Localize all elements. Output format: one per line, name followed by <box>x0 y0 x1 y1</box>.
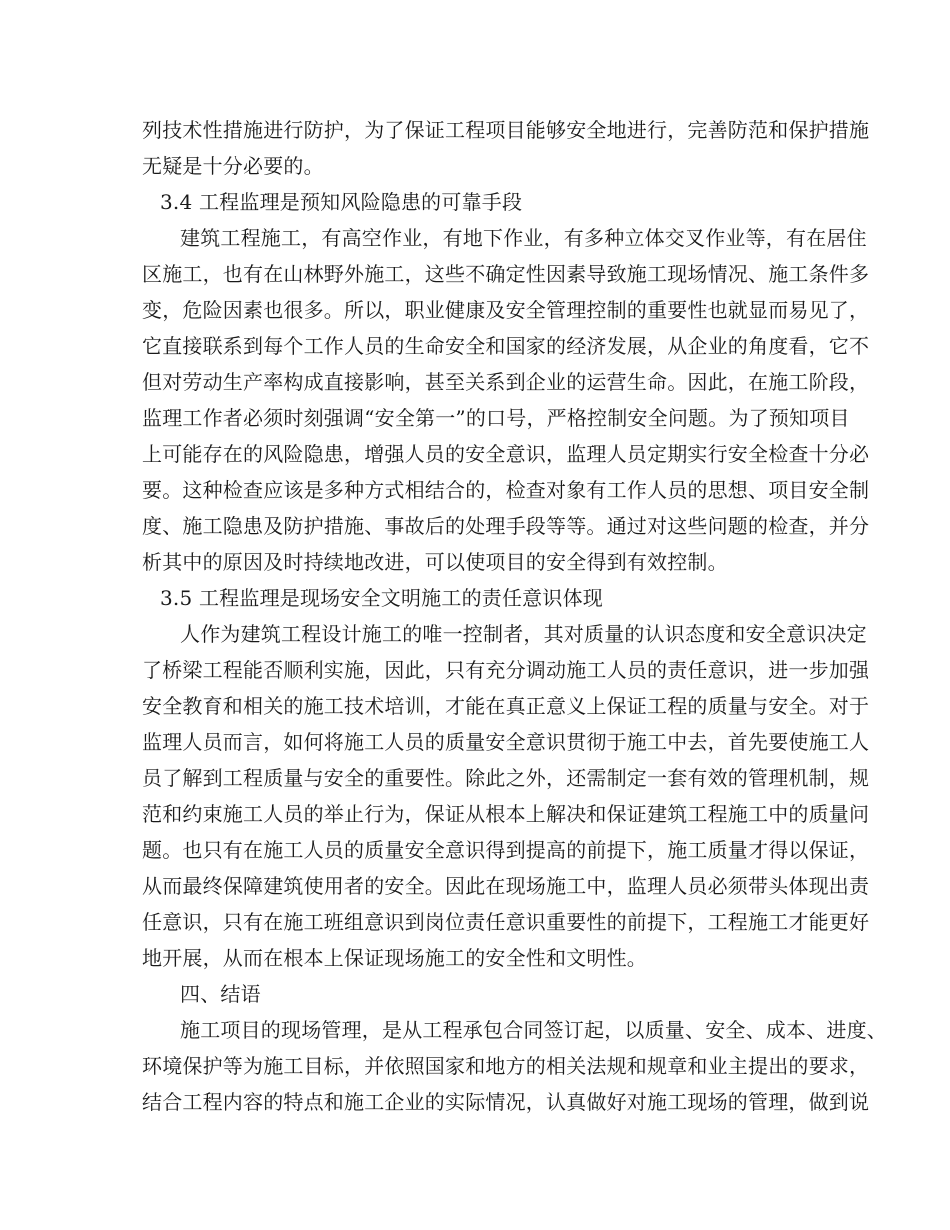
text-line: 度、施工隐患及防护措施、事故后的处理手段等等。通过对这些问题的检查，并分 <box>142 514 870 538</box>
text-line: 它直接联系到每个工作人员的生命安全和国家的经济发展，从企业的角度看，它不 <box>142 334 870 358</box>
text-line: 结合工程内容的特点和施工企业的实际情况，认真做好对施工现场的管理，做到说 <box>142 1090 870 1114</box>
section-heading: 3.5 工程监理是现场安全文明施工的责任意识体现 <box>160 586 603 610</box>
text-line: 区施工，也有在山林野外施工，这些不确定性因素导致施工现场情况、施工条件多 <box>142 262 870 286</box>
section-heading: 3.4 工程监理是预知风险隐患的可靠手段 <box>160 190 523 214</box>
text-line: 监理工作者必须时刻强调“安全第一”的口号，严格控制安全问题。为了预知项目 <box>142 406 850 430</box>
text-line: 了桥梁工程能否顺利实施，因此，只有充分调动施工人员的责任意识，进一步加强 <box>142 658 870 682</box>
text-line: 任意识，只有在施工班组意识到岗位责任意识重要性的前提下，工程施工才能更好 <box>142 910 870 934</box>
text-line: 环境保护等为施工目标，并依照国家和地方的相关法规和规章和业主提出的要求， <box>142 1054 870 1078</box>
text-line: 无疑是十分必要的。 <box>142 154 324 178</box>
text-line: 变，危险因素也很多。所以，职业健康及安全管理控制的重要性也就显而易见了， <box>142 298 870 322</box>
text-line: 范和约束施工人员的举止行为，保证从根本上解决和保证建筑工程施工中的质量问 <box>142 802 870 826</box>
text-line: 析其中的原因及时持续地改进，可以使项目的安全得到有效控制。 <box>142 550 728 574</box>
text-line: 从而最终保障建筑使用者的安全。因此在现场施工中，监理人员必须带头体现出责 <box>142 874 870 898</box>
text-line: 上可能存在的风险隐患，增强人员的安全意识，监理人员定期实行安全检查十分必 <box>142 442 870 466</box>
text-line: 人作为建筑工程设计施工的唯一控制者，其对质量的认识态度和安全意识决定 <box>180 622 867 646</box>
section-heading: 四、结语 <box>180 982 261 1006</box>
text-line: 但对劳动生产率构成直接影响，甚至关系到企业的运营生命。因此，在施工阶段， <box>142 370 870 394</box>
text-line: 要。这种检查应该是多种方式相结合的，检查对象有工作人员的思想、项目安全制 <box>142 478 870 502</box>
text-line: 地开展，从而在根本上保证现场施工的安全性和文明性。 <box>142 946 647 970</box>
text-line: 列技术性措施进行防护，为了保证工程项目能够安全地进行，完善防范和保护措施 <box>142 118 870 142</box>
text-line: 监理人员而言，如何将施工人员的质量安全意识贯彻于施工中去，首先要使施工人 <box>142 730 870 754</box>
text-line: 建筑工程施工，有高空作业，有地下作业，有多种立体交叉作业等，有在居住 <box>180 226 867 250</box>
text-line: 员了解到工程质量与安全的重要性。除此之外，还需制定一套有效的管理机制，规 <box>142 766 870 790</box>
text-line: 施工项目的现场管理，是从工程承包合同签订起，以质量、安全、成本、进度、 <box>180 1018 887 1042</box>
text-line: 题。也只有在施工人员的质量安全意识得到提高的前提下，施工质量才得以保证， <box>142 838 870 862</box>
text-line: 安全教育和相关的施工技术培训，才能在真正意义上保证工程的质量与安全。对于 <box>142 694 870 718</box>
